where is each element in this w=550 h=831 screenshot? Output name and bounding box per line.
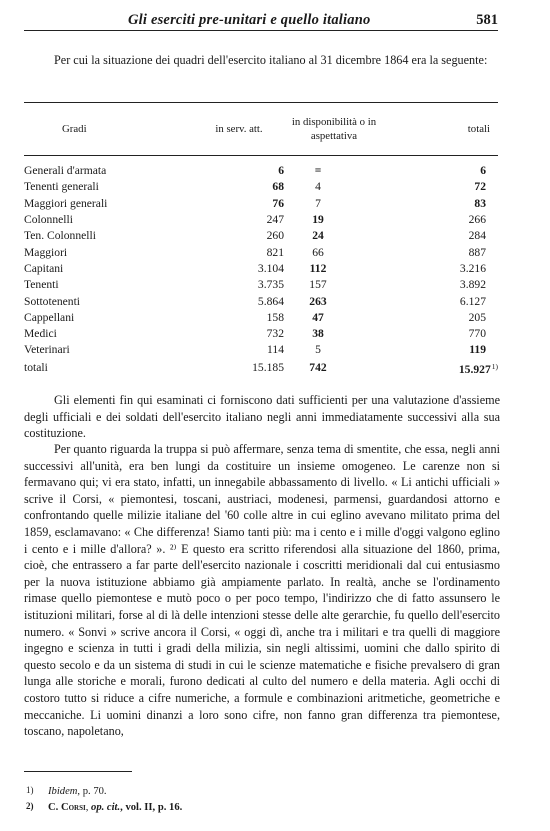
cell-serv	[194, 326, 284, 342]
paragraph-1: Gli elementi fin qui esaminati ci forniscono dati sufficienti per una valutazione d'assieme degli ufficiali e dei soldati dell'esercito italiano negli anni immediatamente successivi alla sua costituzione.	[24, 393, 500, 441]
cell-disp	[284, 196, 384, 212]
table-row	[24, 179, 498, 195]
cell-grado: Medici	[24, 327, 57, 341]
cell-totale-value: 83	[474, 196, 486, 210]
paragraph-2: Per quanto riguarda la truppa si può affermare, senza tema di smentite, che essa, negli anni successivi all'unità, era ben lungi da costituire un insieme omogeneo. Le carenze non si fermavano qui; vi era stato, infatti, un innegabile abbassamento di livello. « Li antichi ufficiali » scrive il Corsi, « piemontesi, toscani, austriaci, modenesi, parmensi, guardandosi attorno e confrontando quelle milizie italiane del '60 colle altre in cui eglino avevano militato prima del 1859, esclamavano: « Che differenza! Siamo tanti più: ma i cento e i mille d'oggi valgono eglino i cento e i mille d'allora? ». ²⁾ E questo era scritto riferendosi alla situazione del 1860, prima, cioè, che entrassero a far parte dell'esercito nazionale i coscritti meridionali dal cui entusiasmo per la nuova istituzione abbiamo già ampiamente parlato. In realtà, anche se l'ordinamento rimase quello piemontese e mutò poco o per poco tempo, l'indirizzo che di fatto assunsero le istituzioni militari, forse al di là delle intenzioni stesse delle alte gerarchie, fu quello dell'esercito numero. « Sonvi » scrive ancora il Corsi, « oggi dì, anche tra i militari e tra quelli di maggiore ingegno e scienza in tutti i gradi della milizia, sin negli altissimi, uomini che dallo spirito di questo secolo e da un sistema di studi in cui le scienze matematiche e fisiche prevalsero di gran lunga alle storiche e morali, furono dedicati al culto del numero e della materia. Agli occhi di costoro tutto si riduce a cifre numeriche, a formule e combinazioni aritmetiche, geometriche e meccaniche. Li uomini dinanzi a loro sono cifre, non fanno gran differenza tra piemontese, toscano, napoletano,	[24, 442, 500, 739]
table-row	[24, 212, 498, 228]
cell-grado: Sottotenenti	[24, 294, 81, 308]
cell-disp-value: 47	[312, 310, 324, 324]
cell-disp	[284, 359, 384, 379]
cell-serv-value: 68	[272, 180, 284, 194]
cell-grado: Capitani	[24, 261, 64, 275]
table-body	[24, 155, 498, 378]
cell-disp	[284, 244, 384, 260]
table-row	[24, 310, 498, 326]
cell-disp	[284, 261, 384, 277]
cell-grado: Maggiori	[24, 245, 68, 259]
cell-grado: Cappellani	[24, 310, 75, 324]
cell-grado: Tenenti	[24, 278, 59, 292]
cell-serv-value: 3.735	[257, 278, 284, 292]
cell-totale-value: 72	[474, 180, 486, 194]
cell-totale	[384, 326, 498, 342]
footnote-rule	[24, 771, 132, 772]
cell-totale-value: 3.892	[459, 278, 486, 292]
cell-totale	[384, 277, 498, 293]
cell-disp-value: 5	[315, 343, 321, 357]
cell-disp	[284, 277, 384, 293]
cell-totale	[384, 212, 498, 228]
cell-grado: totali	[24, 361, 48, 375]
cell-totale	[384, 342, 498, 358]
cell-disp-value: =	[314, 164, 322, 178]
cell-serv-value: 5.864	[257, 294, 284, 308]
cell-serv	[194, 155, 284, 179]
column-header-gradi: Gradi	[62, 123, 87, 135]
cell-totale	[384, 155, 498, 179]
cell-grado: Veterinari	[24, 343, 70, 357]
cell-serv	[194, 293, 284, 309]
cell-disp	[284, 310, 384, 326]
cell-serv	[194, 359, 284, 379]
table-row	[24, 196, 498, 212]
cell-disp	[284, 179, 384, 195]
cell-serv	[194, 228, 284, 244]
cell-disp	[284, 293, 384, 309]
cell-disp	[284, 155, 384, 179]
cell-totale	[384, 293, 498, 309]
running-header	[24, 8, 498, 31]
cell-serv-value: 260	[266, 229, 284, 243]
cell-grado: Ten. Colonnelli	[24, 229, 96, 243]
cell-serv-value: 732	[266, 327, 284, 341]
cell-totale-value: 284	[468, 229, 486, 243]
cell-totale-value: 770	[468, 327, 486, 341]
cell-disp-value: 263	[309, 294, 327, 308]
cell-totale	[384, 261, 498, 277]
cell-serv	[194, 310, 284, 326]
cell-grado: Generali d'armata	[24, 164, 107, 178]
intro-paragraph: Per cui la situazione dei quadri dell'esercito italiano al 31 dicembre 1864 era la seguente:	[54, 53, 488, 67]
table-row	[24, 342, 498, 358]
cell-serv-value: 6	[278, 164, 284, 178]
cell-disp-value: 38	[312, 327, 324, 341]
cell-totale-value: 119	[469, 343, 486, 357]
column-header-serv: in serv. att.	[215, 123, 263, 135]
cell-serv	[194, 196, 284, 212]
cell-serv-value: 3.104	[257, 261, 284, 275]
footnote-1-number: 1)	[26, 785, 34, 795]
table-header-row	[24, 103, 498, 155]
cell-totale-note: 1)	[491, 361, 498, 371]
cell-disp-value: 112	[309, 261, 327, 275]
footnote-1-italic: Ibidem	[48, 786, 78, 797]
column-header-disp-text: in disponibilità o in aspettativa	[291, 116, 377, 142]
cell-totale-value: 6	[480, 164, 486, 178]
footnote-2-number: 2)	[26, 801, 34, 811]
cell-disp-value: 157	[309, 278, 327, 292]
cell-disp-value: 19	[312, 213, 324, 227]
footnote-2-rest: , vol. II, p. 16.	[120, 802, 183, 813]
cell-disp	[284, 228, 384, 244]
cell-serv	[194, 342, 284, 358]
table-row	[24, 326, 498, 342]
cell-totale-value: 205	[468, 310, 486, 324]
cell-totale-value: 887	[468, 245, 486, 259]
cell-totale-value: 15.927	[458, 363, 491, 377]
grades-table	[24, 103, 498, 378]
cell-serv-value: 158	[266, 310, 284, 324]
cell-serv	[194, 277, 284, 293]
footnote-2: 2) C. Corsi, op. cit., vol. II, p. 16.	[26, 801, 183, 813]
footnote-1	[26, 783, 107, 799]
table-row	[24, 155, 498, 179]
cell-serv	[194, 244, 284, 260]
cell-disp	[284, 342, 384, 358]
cell-serv	[194, 261, 284, 277]
cell-totale-value: 6.127	[459, 294, 486, 308]
cell-totale	[384, 244, 498, 260]
table-row	[24, 261, 498, 277]
cell-disp-value: 66	[312, 245, 324, 259]
footnote-2-italic: op. cit.	[91, 802, 121, 813]
cell-serv-value: 247	[266, 213, 284, 227]
cell-disp	[284, 212, 384, 228]
cell-grado: Maggiori generali	[24, 196, 108, 210]
cell-totale	[384, 310, 498, 326]
table-row	[24, 359, 498, 379]
cell-serv	[194, 179, 284, 195]
cell-grado: Colonnelli	[24, 213, 73, 227]
cell-totale-value: 3.216	[459, 261, 486, 275]
cell-disp-value: 4	[315, 180, 321, 194]
cell-totale	[384, 228, 498, 244]
table-row	[24, 244, 498, 260]
table-row	[24, 277, 498, 293]
column-header-totali: totali	[467, 123, 490, 135]
cell-serv-value: 821	[266, 245, 284, 259]
table-row	[24, 293, 498, 309]
cell-totale	[384, 179, 498, 195]
table-row	[24, 228, 498, 244]
cell-totale	[384, 196, 498, 212]
cell-disp-value: 7	[315, 196, 321, 210]
cell-serv-value: 114	[267, 343, 284, 357]
column-header-disp	[284, 103, 384, 155]
cell-serv	[194, 212, 284, 228]
cell-serv-value: 76	[272, 196, 284, 210]
cell-disp-value: 24	[312, 229, 324, 243]
cell-totale	[384, 359, 498, 379]
running-title: Gli eserciti pre-unitari e quello italiano	[128, 12, 371, 28]
footnote-2-author: C. Corsi	[48, 802, 86, 813]
cell-grado: Tenenti generali	[24, 180, 99, 194]
cell-disp	[284, 326, 384, 342]
page-number: 581	[476, 12, 498, 28]
cell-totale-value: 266	[468, 213, 486, 227]
cell-serv-value: 15.185	[252, 361, 284, 375]
cell-disp-value: 742	[309, 361, 327, 375]
footnote-1-rest: , p. 70.	[77, 786, 107, 797]
